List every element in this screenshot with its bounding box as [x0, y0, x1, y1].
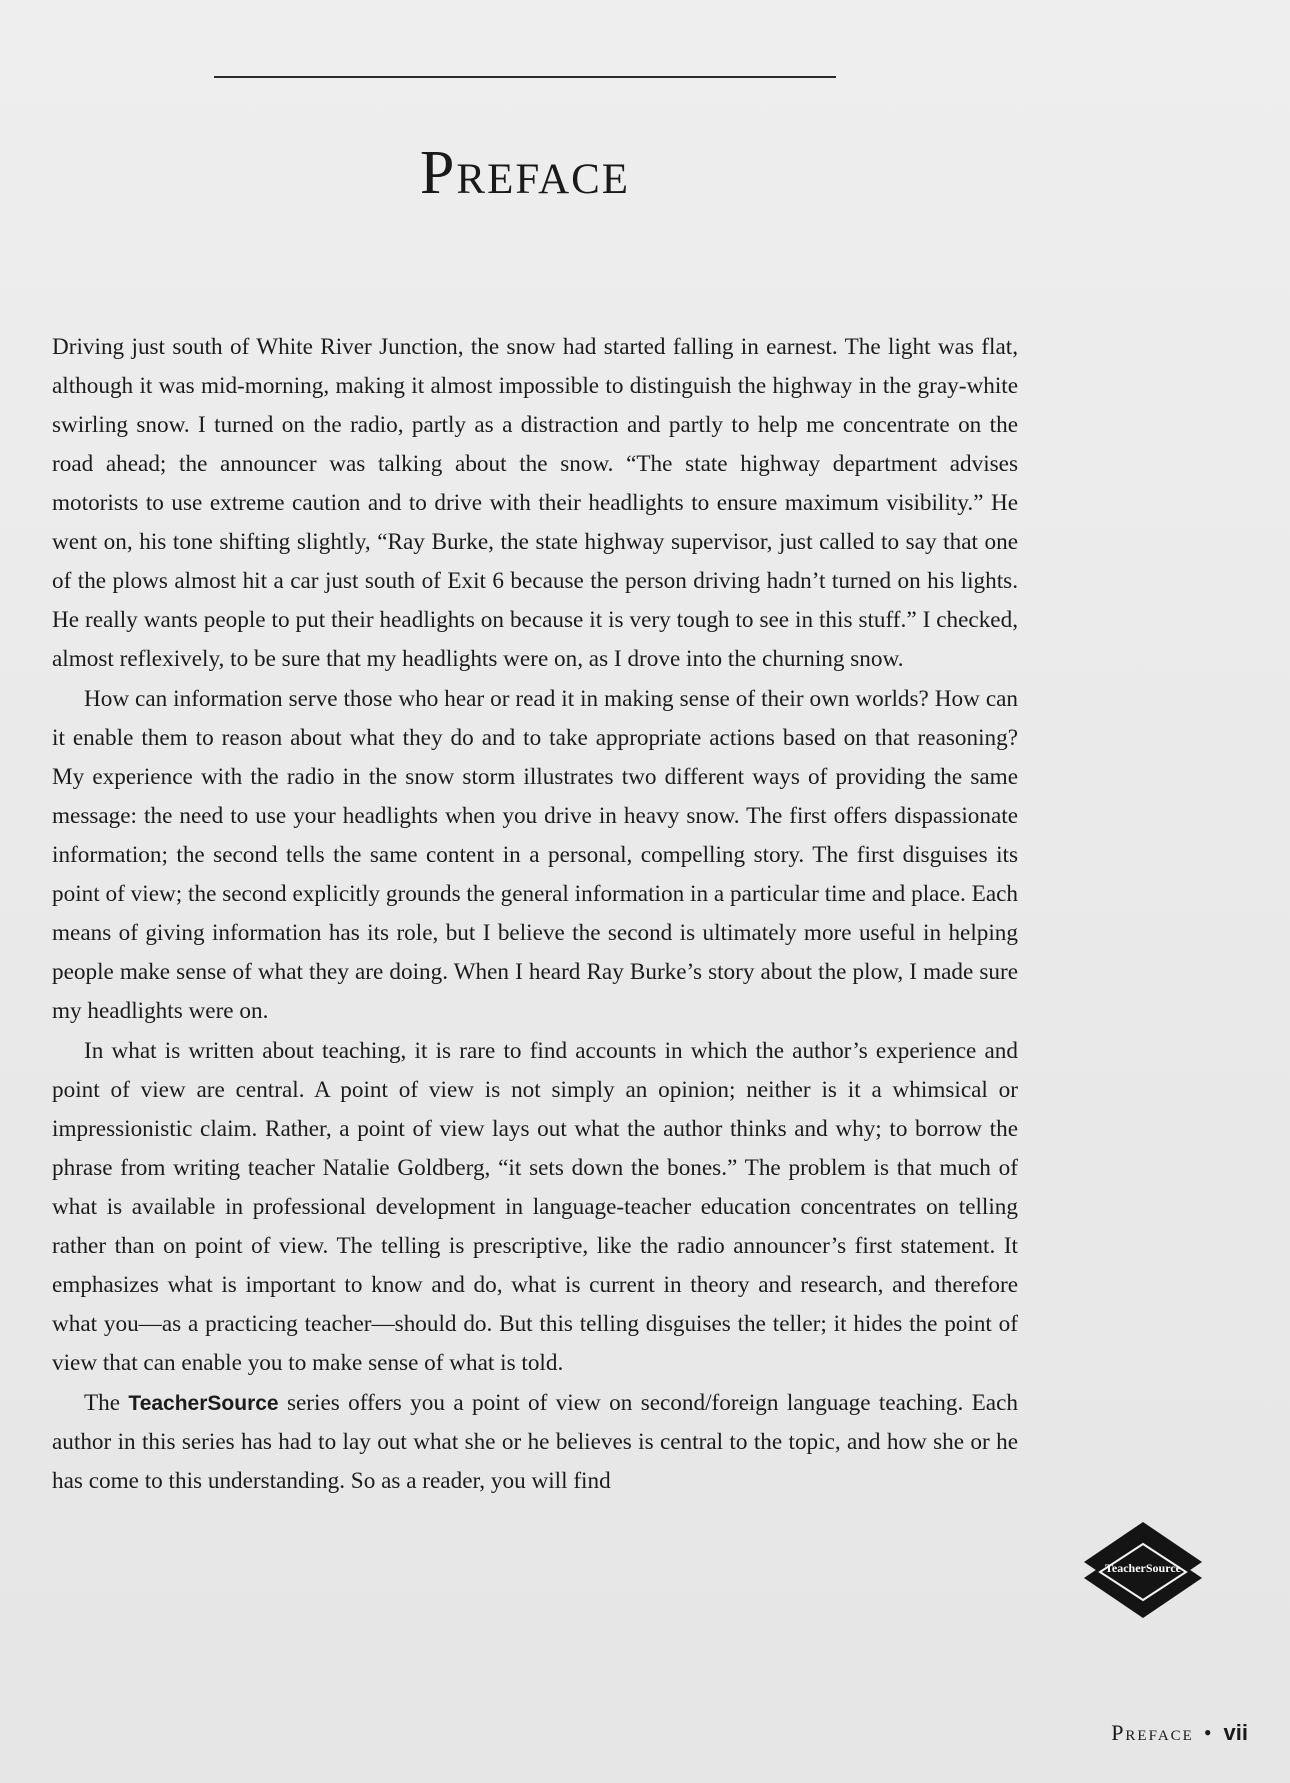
paragraph-1: Driving just south of White River Junction, the snow had started falling in earnest. The light was flat, although it was mid-morning, making it almost impossible to distinguish the highway in the gray-white swirling snow. I turned on the radio, partly as a distraction and partly to help me concentrate on the road ahead; the announcer was talking about the snow. “The state highway department advises motorists to use extreme caution and to drive with their headlights to ensure maximum visibility.” He went on, his tone shifting slightly, “Ray Burke, the state highway supervisor, just called to say that one of the plows almost hit a car just south of Exit 6 because the person driving hadn’t turned on his lights. He really wants people to put their headlights on because it is very tough to see in this stuff.” I checked, almost reflexively, to be sure that my headlights were on, as I drove into the churning snow.	[52, 334, 1018, 672]
page-number: vii	[1223, 1720, 1248, 1745]
paragraph-4-rest: series offers you a point of view on second/foreign language teaching. Each author in this series has had to lay out what she or he believes is central to the topic, and how she or he has come to this understanding. So as a reader, you will find	[52, 1390, 1018, 1494]
teachersource-logo	[1082, 1520, 1204, 1622]
paragraph-4	[52, 1384, 1018, 1501]
paragraph-4-lead: The	[84, 1390, 129, 1416]
logo-label: TeacherSource	[1105, 1561, 1181, 1575]
page-title: Preface	[419, 138, 631, 207]
running-footer	[1111, 1720, 1248, 1746]
paragraph-2: How can information serve those who hear or read it in making sense of their own worlds? How can it enable them to reason about what they do and to take appropriate actions based on that reasoning? My experience with the radio in the snow storm illustrates two different ways of providing the same message: the need to use your headlights when you drive in heavy snow. The first offers dispassionate information; the second tells the same content in a personal, compelling story. The first disguises its point of view; the second explicitly grounds the general information in a particular time and place. Each means of giving information has its role, but I believe the second is ultimately more useful in helping people make sense of what they are doing. When I heard Ray Burke’s story about the plow, I made sure my headlights were on.	[52, 686, 1018, 1024]
title-rule	[214, 76, 836, 78]
body-text	[52, 328, 1018, 1502]
footer-bullet: •	[1203, 1720, 1214, 1745]
paragraph-3: In what is written about teaching, it is rare to find accounts in which the author’s experience and point of view are central. A point of view is not simply an opinion; neither is it a whimsical or impressionistic claim. Rather, a point of view lays out what the author thinks and why; to borrow the phrase from writing teacher Natalie Goldberg, “it sets down the bones.” The problem is that much of what is available in professional development in language-teacher education concentrates on telling rather than on point of view. The telling is prescriptive, like the radio announcer’s first statement. It emphasizes what is important to know and do, what is current in theory and research, and therefore what you—as a practicing teacher—should do. But this telling disguises the teller; it hides the point of view that can enable you to make sense of what is told.	[52, 1038, 1018, 1376]
series-name: TeacherSource	[128, 1392, 279, 1415]
footer-section-title: Preface	[1111, 1720, 1194, 1745]
